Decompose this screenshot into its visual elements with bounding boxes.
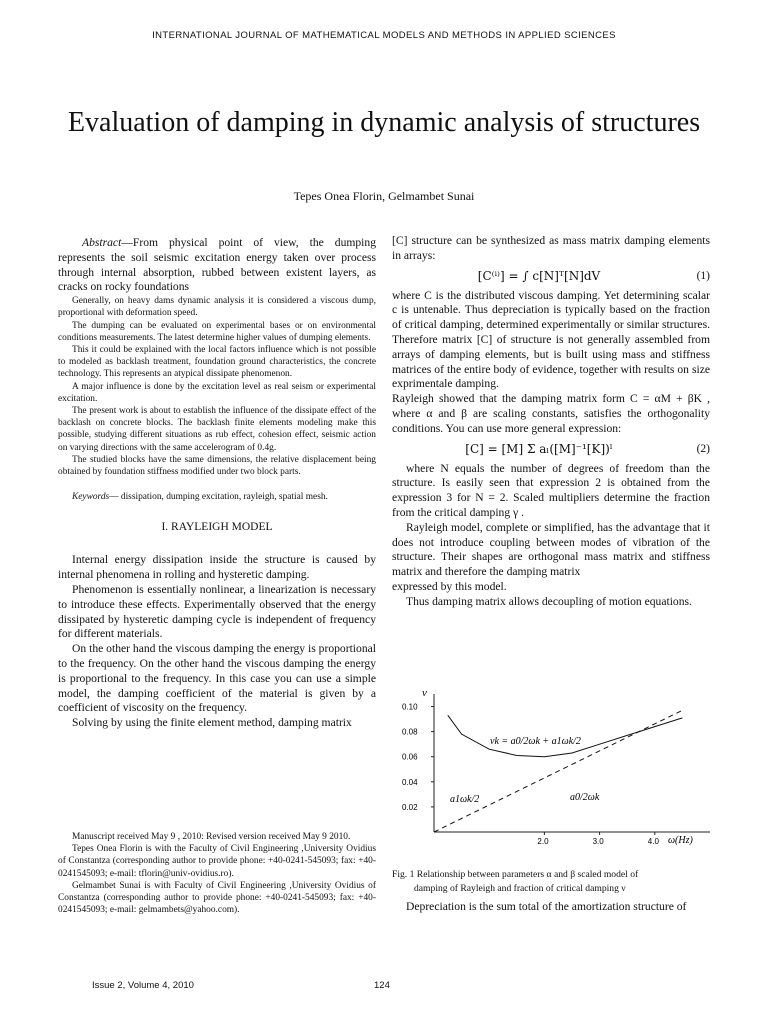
footnote-author-1: Tepes Onea Florin is with the Faculty of Civil Engineering ,University Ovidius of Constantza (corresponding author to provide phone: +40-0241-545093; fax: +40-0241545093; e-mail: tflorin@univ-ovidius.ro).	[58, 844, 376, 879]
y-tick-label: 0.06	[402, 752, 418, 762]
series-linear-dashed	[434, 710, 682, 832]
x-tick-label: 2.0	[537, 837, 549, 846]
abstract-paragraph: This it could be explained with the local factors influence which is not possible to modeled as backlash treatment, foundation ground characteristics, the concrete technology. This represents an atypical dissipate phenomenon.	[58, 345, 376, 380]
x-tick-label: 4.0	[647, 837, 659, 846]
footnotes	[58, 831, 376, 916]
abstract-paragraph: The present work is about to establish the influence of the dissipate effect of the backlash on concrete blocks. The backlash finite elements modeling make this possible, studying different situations as rub effect, cohesion effect, seismic action on varying directions with the same accelerogram of 0.4g.	[58, 406, 376, 453]
keywords-text: — dissipation, dumping excitation, rayleigh, spatial mesh.	[109, 492, 328, 503]
footnote-manuscript: Manuscript received May 9 , 2010: Revised version received May 9 2010.	[72, 832, 351, 842]
y-tick-label: 0.02	[402, 802, 418, 812]
body-paragraph: Thus damping matrix allows decoupling of motion equations.	[406, 594, 692, 608]
paper-title: Evaluation of damping in dynamic analysis of structures	[67, 107, 701, 138]
figure-1	[392, 686, 722, 862]
right-column	[392, 234, 710, 610]
section-heading-rayleigh: I. RAYLEIGH MODEL	[161, 521, 273, 534]
abstract-paragraph: The studied blocks have the same dimensions, the relative displacement being obtained by foundation stiffness modified under two block parts.	[58, 454, 376, 478]
abstract-paragraph: The dumping can be evaluated on experimental bases or on environmental conditions measurements. The latest determine higher values of dumping elements.	[58, 320, 376, 343]
equation-1-expression: [C⁽ⁱ⁾] = ∫ c[N]ᵀ[N]dV	[477, 268, 601, 283]
y-tick-label: 0.08	[402, 727, 418, 737]
body-paragraph: On the other hand the viscous damping the energy is proportional to the frequency. On the other hand the viscous damping the energy is proportional to the frequency. In this case you can use a simple model, the damping coefficient of the material is given by a coefficient of viscosity on the frequency.	[58, 642, 376, 715]
left-column	[58, 236, 376, 731]
body-paragraph: Solving by using the finite element method, damping matrix	[72, 716, 352, 730]
y-axis-label: ν	[422, 687, 427, 699]
body-paragraph: Internal energy dissipation inside the structure is caused by internal phenomena in rolling and hysteretic damping.	[58, 553, 376, 582]
x-tick-label: 3.0	[592, 837, 604, 846]
keywords	[58, 491, 376, 503]
body-paragraph: Phenomenon is essentially nonlinear, a linearization is necessary to introduce these effects. Experimentally observed that the energy dissipated by hysteretic damping cycle is independent of frequency for different materials.	[58, 583, 376, 641]
y-tick-label: 0.10	[402, 702, 418, 712]
body-paragraph: Rayleigh model, complete or simplified, has the advantage that it does not introduce coupling between modes of vibration of the structure. Their shapes are orthogonal mass matrix and stiffness matrix and therefore the damping matrix	[392, 520, 710, 579]
equation-2-expression: [C] = [M] Σ aₗ([M]⁻¹[K])ˡ	[465, 441, 613, 456]
journal-header: INTERNATIONAL JOURNAL OF MATHEMATICAL MODELS AND METHODS IN APPLIED SCIENCES	[152, 30, 616, 41]
body-paragraph: Rayleigh showed that the damping matrix form C = αM + βK , where α and β are scaling constants, satisfies the orthogonality conditions. You can use more general expression:	[392, 392, 710, 435]
damping-chart	[392, 686, 722, 862]
x-axis-label: ω(Hz)	[668, 835, 693, 846]
linear-label: a1ωk/2	[450, 794, 480, 805]
body-paragraph: [C] structure can be synthesized as mass matrix damping elements in arrays:	[392, 234, 710, 262]
footnote-author-2: Gelmambet Sunai is with Faculty of Civil Engineering ,University Ovidius of Constantza (corresponding author to provide phone: +40-0241-545093; fax: +40-0241545093; e-mail: gelmambets@yahoo.com).	[58, 880, 376, 916]
equation-1-number: (1)	[696, 269, 710, 282]
abstract-label: Abstract	[82, 236, 122, 249]
curve-label: νk = a0/2ωk + a1ωk/2	[490, 736, 581, 747]
body-paragraph-bottom: Depreciation is the sum total of the amortization structure of	[406, 900, 687, 913]
body-paragraph: expressed by this model.	[392, 579, 507, 593]
equation-2	[392, 442, 710, 456]
equation-1	[392, 269, 710, 283]
keywords-label: Keywords	[72, 492, 110, 503]
y-tick-label: 0.04	[402, 777, 418, 787]
abstract-paragraph: A major influence is done by the excitation level as real seism or experimental excitation.	[58, 381, 376, 404]
footer-issue: Issue 2, Volume 4, 2010	[92, 980, 194, 991]
figure-caption-line-2: damping of Rayleigh and fraction of critical damping ν	[414, 883, 626, 894]
figure-caption-line-1: Fig. 1 Relationship between parameters α and β scaled model of	[392, 869, 639, 880]
body-paragraph: where N equals the number of degrees of freedom than the structure. Is easily seen that expression 2 is obtained from the expression 3 for N = 2. Scaled multipliers determine the fraction from the critical damping γ .	[392, 461, 710, 519]
page-number: 124	[374, 980, 390, 991]
inverse-label: a0/2ωk	[570, 792, 600, 803]
paper-authors: Tepes Onea Florin, Gelmambet Sunai	[293, 189, 475, 203]
abstract-lead	[58, 236, 376, 295]
figure-caption	[392, 868, 712, 896]
body-paragraph: where C is the distributed viscous damping. Yet determining scalar c is untenable. Thus depreciation is typically based on the fraction of critical damping, determined experimentally or similar structures. Therefore matrix [C] of structure is not generally assembled from arrays of damping elements, but is built using mass and stiffness matrices of the entire body of evidence, together with results on size exprimentale damping.	[392, 288, 710, 391]
equation-2-number: (2)	[696, 442, 710, 455]
abstract-text: —From physical point of view, the dumping represents the soil seismic excitation energy taken over process through internal absorption, rubbed between existent layers, as cracks on rocky foundations	[58, 236, 376, 294]
abstract-paragraph: Generally, on heavy dams dynamic analysis it is considered a viscous dump, proportional with deformation speed.	[58, 296, 376, 319]
